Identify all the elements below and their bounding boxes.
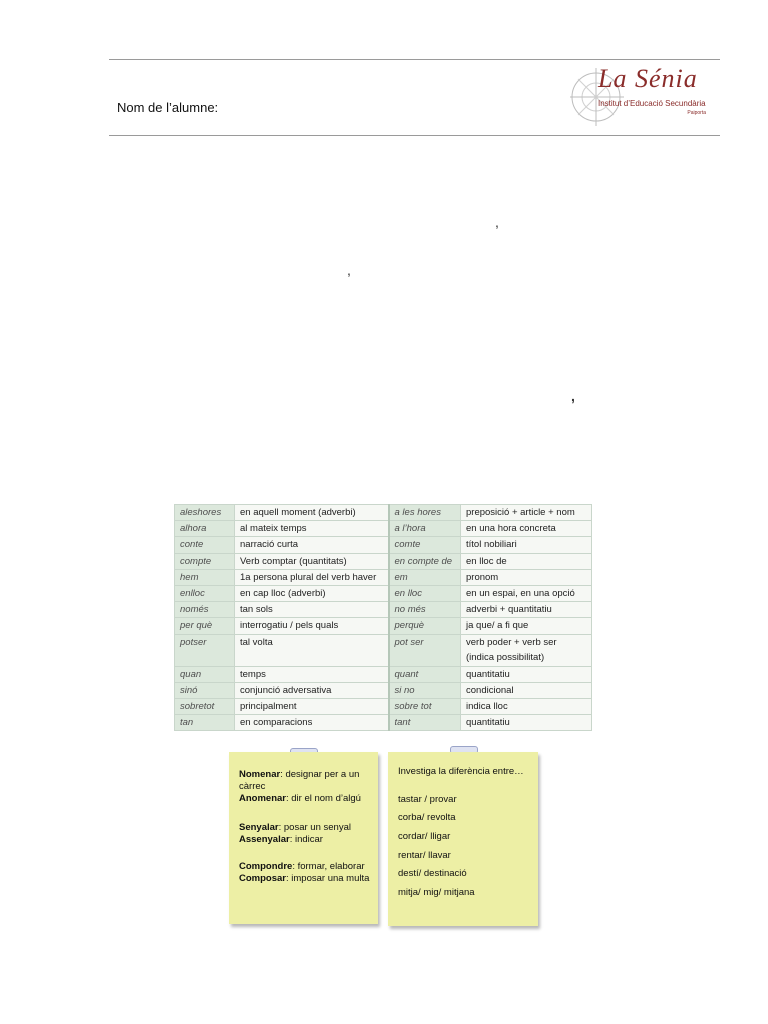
note-right (388, 752, 538, 926)
note-def: : posar un senyal (278, 822, 351, 833)
table-definition: quantitatiu (461, 666, 592, 682)
note-pair (239, 793, 374, 805)
table-definition: quantitatiu (461, 715, 592, 731)
table-term: em (389, 569, 461, 585)
logo-title: La Sénia (598, 64, 698, 93)
table-row (175, 682, 592, 698)
note-item: tastar / provar (398, 794, 457, 805)
note-pair (239, 822, 374, 834)
stray-comma: , (571, 388, 575, 404)
table-row (175, 569, 592, 585)
table-term: quant (389, 666, 461, 682)
table-row (175, 666, 592, 682)
note-word: Anomenar (239, 793, 286, 804)
table-definition: principalment (235, 698, 389, 714)
table-definition: en una hora concreta (461, 521, 592, 537)
table-definition: interrogatiu / pels quals (235, 618, 389, 634)
table-term: si no (389, 682, 461, 698)
table-term: quan (175, 666, 235, 682)
homophones-table-body (175, 505, 592, 731)
table-definition: narració curta (235, 537, 389, 553)
table-row (175, 537, 592, 553)
table-definition: en lloc de (461, 553, 592, 569)
stray-comma: , (495, 214, 499, 230)
note-def: : designar per a un càrrec (239, 769, 360, 792)
table-term: en lloc (389, 585, 461, 601)
table-definition: verb poder + verb ser (indica possibilitat) (461, 634, 592, 666)
stray-comma: , (347, 262, 351, 278)
table-term: sobre tot (389, 698, 461, 714)
table-definition: adverbi + quantitatiu (461, 602, 592, 618)
table-definition: títol nobiliari (461, 537, 592, 553)
table-term: a les hores (389, 505, 461, 521)
table-row (175, 618, 592, 634)
table-definition: en aquell moment (adverbi) (235, 505, 389, 521)
table-row (175, 634, 592, 666)
table-definition: condicional (461, 682, 592, 698)
homophones-table (174, 504, 592, 731)
logo-subtitle: Institut d’Educació Secundària (598, 99, 706, 108)
table-row (175, 602, 592, 618)
table-term: enlloc (175, 585, 235, 601)
table-row (175, 698, 592, 714)
table-term: sobretot (175, 698, 235, 714)
note-item: corba/ revolta (398, 812, 456, 823)
table-definition: Verb comptar (quantitats) (235, 553, 389, 569)
table-term: no més (389, 602, 461, 618)
table-term: per què (175, 618, 235, 634)
note-pair (239, 873, 374, 885)
header-top-rule (109, 59, 720, 60)
table-term: tant (389, 715, 461, 731)
note-pair (239, 861, 374, 873)
table-term: a l’hora (389, 521, 461, 537)
table-term: compte (175, 553, 235, 569)
note-word: Nomenar (239, 769, 281, 780)
table-term: només (175, 602, 235, 618)
table-definition: 1a persona plural del verb haver (235, 569, 389, 585)
table-definition: en un espai, en una opció (461, 585, 592, 601)
header-bottom-rule (109, 135, 720, 136)
note-item: cordar/ lligar (398, 831, 451, 842)
note-heading: Investiga la diferència entre… (398, 766, 524, 777)
table-definition: tan sols (235, 602, 389, 618)
table-definition: indica lloc (461, 698, 592, 714)
note-item: mitja/ mig/ mitjana (398, 887, 475, 898)
table-term: comte (389, 537, 461, 553)
logo-place: Paiporta (687, 110, 706, 116)
table-definition: ja que/ a fi que (461, 618, 592, 634)
table-term: pot ser (389, 634, 461, 666)
table-term: alhora (175, 521, 235, 537)
note-item: rentar/ llavar (398, 850, 451, 861)
table-term: potser (175, 634, 235, 666)
table-definition: conjunció adversativa (235, 682, 389, 698)
table-definition: al mateix temps (235, 521, 389, 537)
table-row (175, 715, 592, 731)
note-pair (239, 834, 374, 846)
note-def: : imposar una multa (285, 873, 370, 884)
table-term: aleshores (175, 505, 235, 521)
table-definition: en cap lloc (adverbi) (235, 585, 389, 601)
table-term: perquè (389, 618, 461, 634)
table-definition: tal volta (235, 634, 389, 666)
table-row (175, 505, 592, 521)
note-def: : indicar (289, 834, 323, 845)
note-def: : dir el nom d’algú (285, 793, 361, 804)
table-row (175, 553, 592, 569)
table-row (175, 521, 592, 537)
note-item: destí/ destinació (398, 868, 467, 879)
table-row (175, 585, 592, 601)
table-term: sinó (175, 682, 235, 698)
note-word: Composar (239, 873, 286, 884)
note-pair (239, 769, 374, 793)
school-logo (568, 66, 718, 128)
note-word: Compondre (239, 861, 293, 872)
table-term: conte (175, 537, 235, 553)
note-word: Senyalar (239, 822, 279, 833)
note-left (229, 752, 378, 924)
note-word: Assenyalar (239, 834, 290, 845)
note-def: : formar, elaborar (292, 861, 365, 872)
table-term: hem (175, 569, 235, 585)
table-definition: en comparacions (235, 715, 389, 731)
student-name-label: Nom de l’alumne: (117, 100, 219, 115)
table-term: tan (175, 715, 235, 731)
table-term: en compte de (389, 553, 461, 569)
table-definition: pronom (461, 569, 592, 585)
table-definition: temps (235, 666, 389, 682)
table-definition: preposició + article + nom (461, 505, 592, 521)
